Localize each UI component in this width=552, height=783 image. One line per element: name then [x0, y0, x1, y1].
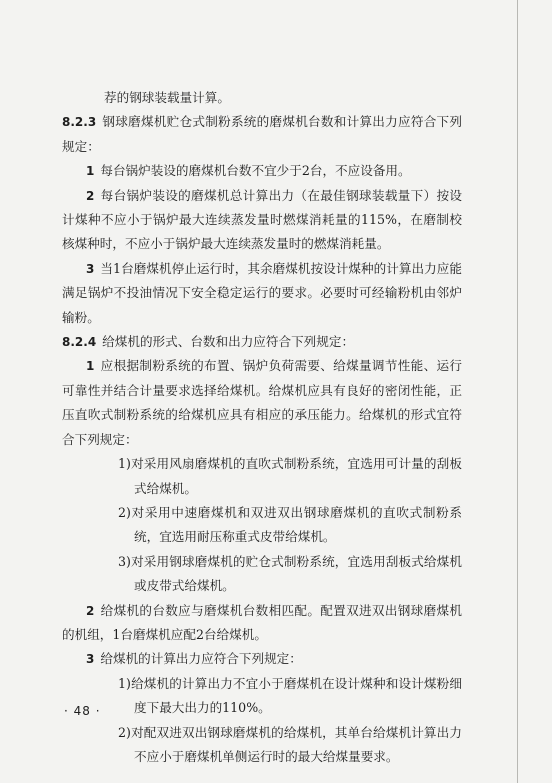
page-edge-line — [517, 0, 518, 783]
item-text: 每台锅炉装设的磨煤机总计算出力（在最佳钢球装载量下）按设计煤种不应小于锅炉最大连续蒸发量时燃煤消耗量的115%，在磨制校核煤种时，不应小于锅炉最大连续蒸发量时的燃煤消耗量。 — [62, 187, 462, 252]
item-number: 3 — [86, 652, 95, 667]
clause-8-2-3-item-1 — [62, 159, 462, 183]
clause-8-2-4-item-1-sub-3: 3)对采用钢球磨煤机的贮仓式制粉系统，宜选用刮板式给煤机或皮带式给煤机。 — [118, 553, 462, 594]
clause-8-2-4-item-3-sub-2: 2)对配双进双出钢球磨煤机的给煤机，其单台给煤机计算出力不应小于磨煤机单侧运行时的最大给煤量要求。 — [118, 724, 462, 764]
item-text: 给煤机的计算出力应符合下列规定： — [100, 651, 302, 667]
item-number: 2 — [86, 603, 95, 618]
item-text: 应根据制粉系统的布置、锅炉负荷需要、给煤量调节性能、运行可靠性并结合计量要求选择给煤机。给煤机应具有良好的密闭性能，正压直吹式制粉系统的给煤机应具有相应的承压能力。给煤机的形式宜符合下列规定： — [62, 358, 462, 447]
clause-8-2-3-item-3 — [62, 257, 462, 330]
item-text: 给煤机的台数应与磨煤机台数相匹配。配置双进双出钢球磨煤机的机组，1台磨煤机应配2台给煤机。 — [62, 602, 462, 642]
clause-number: 8.2.4 — [62, 335, 97, 350]
page-number: · 48 · — [64, 704, 101, 718]
clause-8-2-4-item-3 — [62, 647, 462, 671]
document-body — [62, 86, 462, 769]
clause-8-2-3 — [62, 110, 462, 159]
item-text: 当1台磨煤机停止运行时，其余磨煤机按设计煤种的计算出力应能满足锅炉不投油情况下安全稳定运行的要求。必要时可经输粉机由邻炉输粉。 — [62, 260, 462, 325]
clause-8-2-4-item-3-sub-1: 1)给煤机的计算出力不宜小于磨煤机在设计煤种和设计煤粉细度下最大出力的110%。 — [118, 675, 462, 716]
item-number: 2 — [86, 188, 95, 203]
item-number: 1 — [86, 164, 95, 179]
item-number: 3 — [86, 261, 95, 276]
clause-8-2-4 — [62, 330, 462, 354]
clause-8-2-4-item-1-sub-1: 1)对采用风扇磨煤机的直吹式制粉系统，宜选用可计量的刮板式给煤机。 — [118, 456, 462, 496]
clause-title: 钢球磨煤机贮仓式制粉系统的磨煤机台数和计算出力应符合下列规定： — [62, 114, 462, 154]
clause-8-2-4-item-1 — [62, 354, 462, 452]
clause-title: 给煤机的形式、台数和出力应符合下列规定： — [102, 334, 355, 350]
continuation-text: 荐的钢球装载量计算。 — [104, 90, 230, 105]
clause-8-2-4-item-2 — [62, 599, 462, 648]
item-text: 每台锅炉装设的磨煤机台数不宜少于2台，不应设备用。 — [100, 163, 411, 179]
clause-8-2-4-item-1-sub-2: 2)对采用中速磨煤机和双进双出钢球磨煤机的直吹式制粉系统，宜选用耐压称重式皮带给煤机。 — [118, 504, 462, 545]
clause-number: 8.2.3 — [62, 115, 97, 130]
clause-8-2-3-item-2 — [62, 184, 462, 257]
item-number: 1 — [86, 359, 95, 374]
